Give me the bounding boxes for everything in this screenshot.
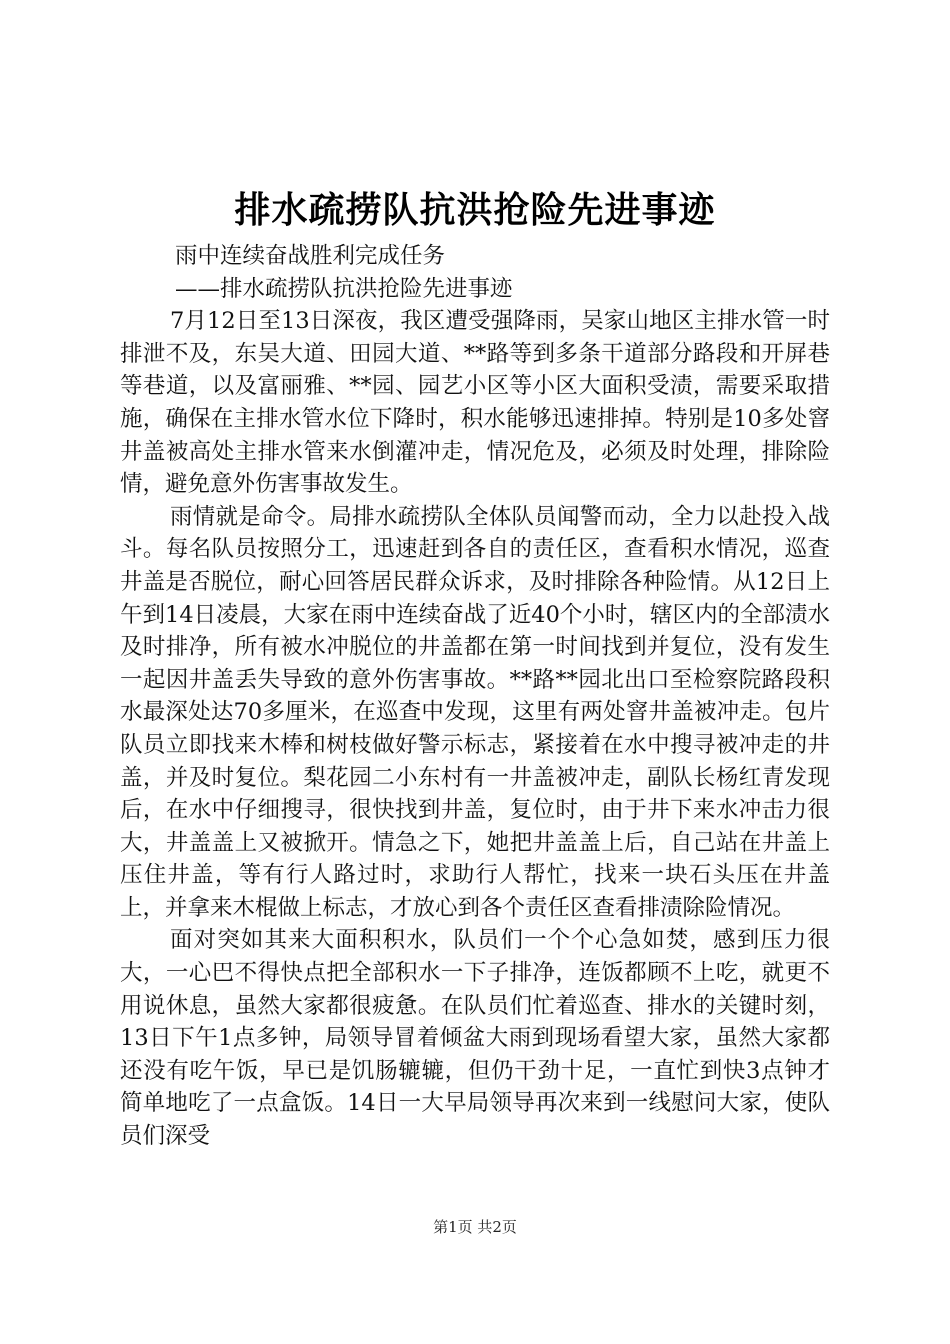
subtitle-main: 雨中连续奋战胜利完成任务: [175, 243, 446, 269]
document-title: 排水疏捞队抗洪抢险先进事迹: [234, 189, 716, 231]
subtitle-sub: ——排水疏捞队抗洪抢险先进事迹: [175, 275, 513, 302]
paragraph-2: 雨情就是命令。局排水疏捞队全体队员闻警而动，全力以赴投入战斗。每名队员按照分工，迅速赶到各自的责任区，查看积水情况，巡查井盖是否脱位，耐心回答居民群众诉求，及时排除各种险情。从12日上午到14日凌晨，大家在雨中连续奋战了近40个小时，辖区内的全部渍水及时排净，所有被水冲脱位的井盖都在第一时间找到并复位，没有发生一起因井盖丢失导致的意外伤害事故。**路**园北出口至检察院路段积水最深处达70多厘米，在巡查中发现，这里有两处窨井盖被冲走。包片队员立即找来木棒和树枝做好警示标志，紧接着在水中搜寻被冲走的井盖，并及时复位。梨花园二小东村有一井盖被冲走，副队长杨红青发现后，在水中仔细搜寻，很快找到井盖，复位时，由于井下来水冲击力很大，井盖盖上又被掀开。情急之下，她把井盖盖上后，自己站在井盖上压住井盖，等有行人路过时，求助行人帮忙，找来一块石头压在井盖上，并拿来木棍做上标志，才放心到各个责任区查看排渍除险情况。: [120, 503, 830, 921]
paragraph-1: 7月12日至13日深夜，我区遭受强降雨，吴家山地区主排水管一时排泄不及，东吴大道、田园大道、**路等到多条干道部分路段和开屏巷等巷道，以及富丽雅、**园、园艺小区等小区大面积受渍，需要采取措施，确保在主排水管水位下降时，积水能够迅速排掉。特别是10多处窨井盖被高处主排水管来水倒灌冲走，情况危及，必须及时处理，排除险情，避免意外伤害事故发生。: [120, 308, 830, 498]
document-body: [120, 240, 830, 1153]
paragraph-3: 面对突如其来大面积积水，队员们一个个心急如焚，感到压力很大，一心巴不得快点把全部积水一下子排净，连饭都顾不上吃，就更不用说休息，虽然大家都很疲惫。在队员们忙着巡查、排水的关键时刻，13日下午1点多钟，局领导冒着倾盆大雨到现场看望大家，虽然大家都还没有吃午饭，早已是饥肠辘辘，但仍干劲十足，一直忙到快3点钟才简单地吃了一点盒饭。14日一大早局领导再次来到一线慰问大家，使队员们深受: [120, 927, 830, 1150]
page-footer: 第1页 共2页: [433, 1218, 517, 1236]
